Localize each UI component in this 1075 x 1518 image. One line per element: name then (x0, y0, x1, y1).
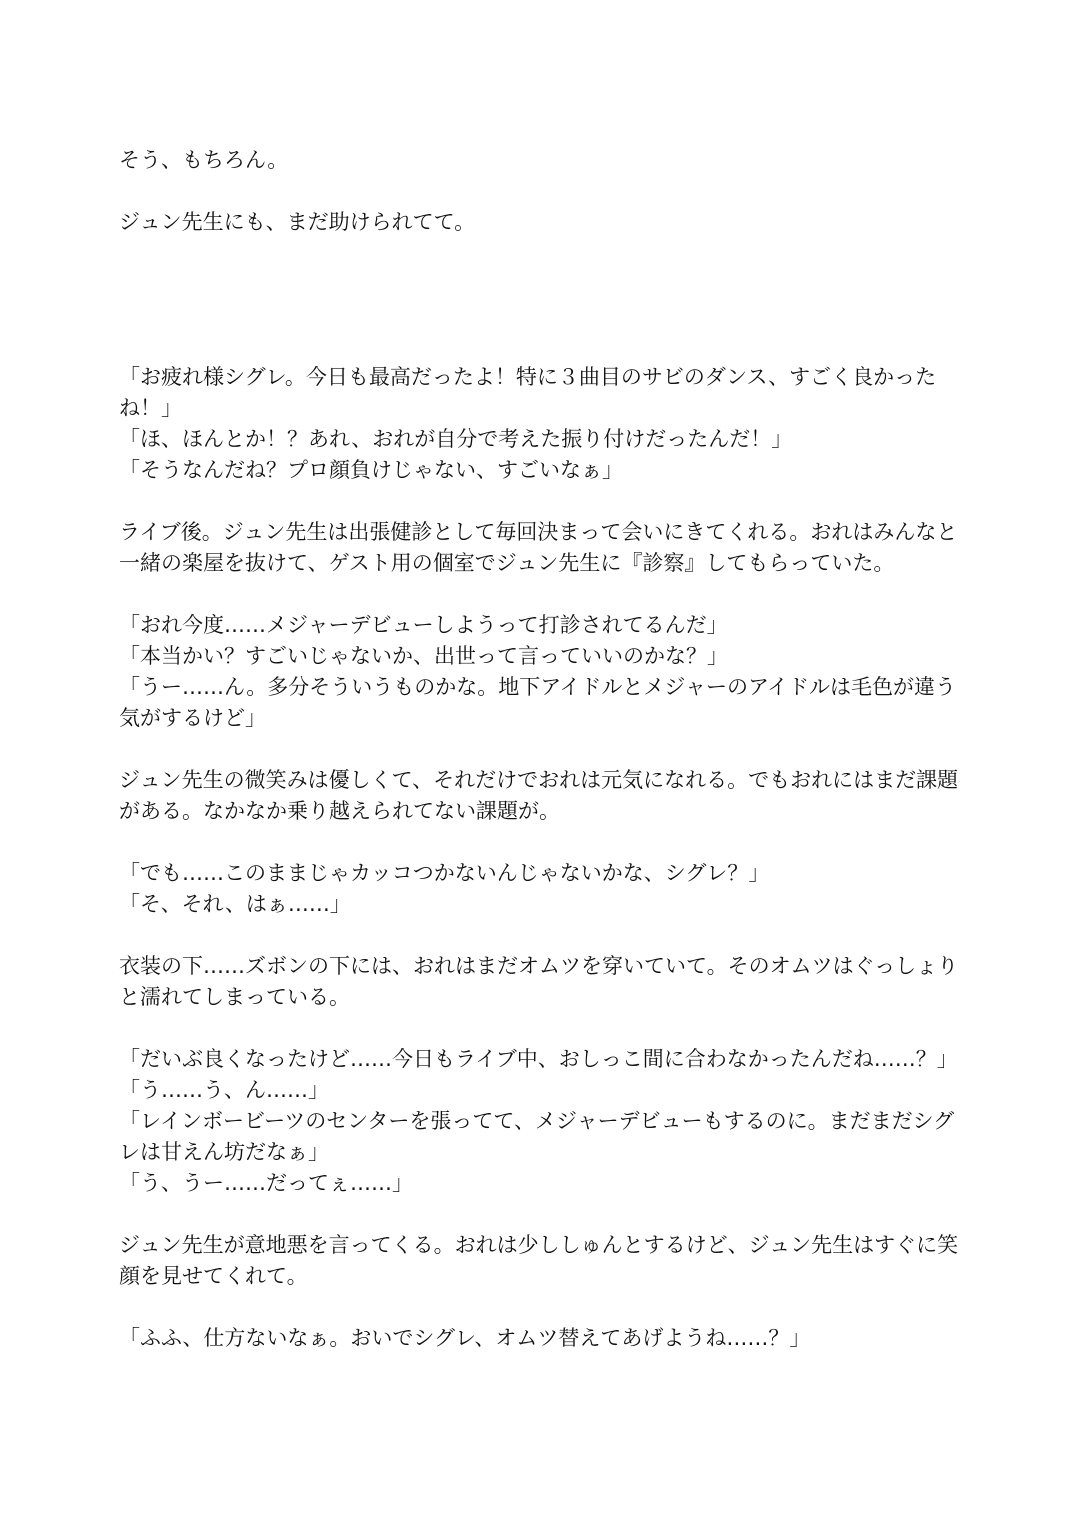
dialogue-line: 「おれ今度……メジャーデビューしようって打診されてるんだ」 (119, 613, 728, 637)
dialogue-line: 「ふふ、仕方ないなぁ。おいでシグレ、オムツ替えてあげようね……？」 (119, 1326, 811, 1350)
dialogue-line: 「レインボービーツのセンターを張ってて、メジャーデビューもするのに。まだまだシグレは甘えん坊だなぁ」 (119, 1109, 955, 1164)
story-text (119, 145, 959, 1354)
paragraph-gap (119, 1292, 959, 1323)
paragraph: そう、もちろん。 (119, 148, 289, 172)
dialogue-line: 「お疲れ様シグレ。今日も最高だったよ！特に３曲目のサビのダンス、すごく良かったね！」 (119, 365, 937, 420)
dialogue-line: 「う……う、ん……」 (119, 1078, 329, 1102)
paragraph-gap (119, 920, 959, 951)
paragraph-gap (119, 734, 959, 765)
paragraph-gap (119, 579, 959, 610)
paragraph: ライブ後。ジュン先生は出張健診として毎回決まって会いにきてくれる。おれはみんなと一緒の楽屋を抜けて、ゲスト用の個室でジュン先生に『診察』してもらっていた。 (119, 520, 958, 575)
paragraph-gap (119, 1199, 959, 1230)
dialogue-line: 「ほ、ほんとか！？あれ、おれが自分で考えた振り付けだったんだ！」 (119, 427, 793, 451)
dialogue-line: 「うー……ん。多分そういうものかな。地下アイドルとメジャーのアイドルは毛色が違う気がするけど」 (119, 675, 957, 730)
dialogue-line: 「だいぶ良くなったけど……今日もライブ中、おしっこ間に合わなかったんだね……？」 (119, 1047, 958, 1071)
paragraph: ジュン先生にも、まだ助けられてて。 (119, 210, 476, 234)
paragraph-gap (119, 827, 959, 858)
paragraph-gap (119, 1013, 959, 1044)
paragraph: ジュン先生が意地悪を言ってくる。おれは少ししゅんとするけど、ジュン先生はすぐに笑顔を見せてくれて。 (119, 1233, 959, 1288)
paragraph: 衣装の下……ズボンの下には、おれはまだオムツを穿いていて。そのオムツはぐっしょりと濡れてしまっている。 (119, 954, 959, 1009)
dialogue-line: 「う、うー……だってぇ……」 (119, 1171, 413, 1195)
dialogue-line: 「でも……このままじゃカッコつかないんじゃないかな、シグレ？」 (119, 861, 770, 885)
dialogue-line: 「そうなんだね？プロ顔負けじゃない、すごいなぁ」 (119, 458, 623, 482)
section-gap (119, 238, 959, 362)
paragraph: ジュン先生の微笑みは優しくて、それだけでおれは元気になれる。でもおれにはまだ課題がある。なかなか乗り越えられてない課題が。 (119, 768, 959, 823)
dialogue-line: 「本当かい？すごいじゃないか、出世って言っていいのかな？」 (119, 644, 728, 668)
dialogue-line: 「そ、それ、はぁ……」 (119, 892, 351, 916)
paragraph-gap (119, 176, 959, 207)
paragraph-gap (119, 486, 959, 517)
